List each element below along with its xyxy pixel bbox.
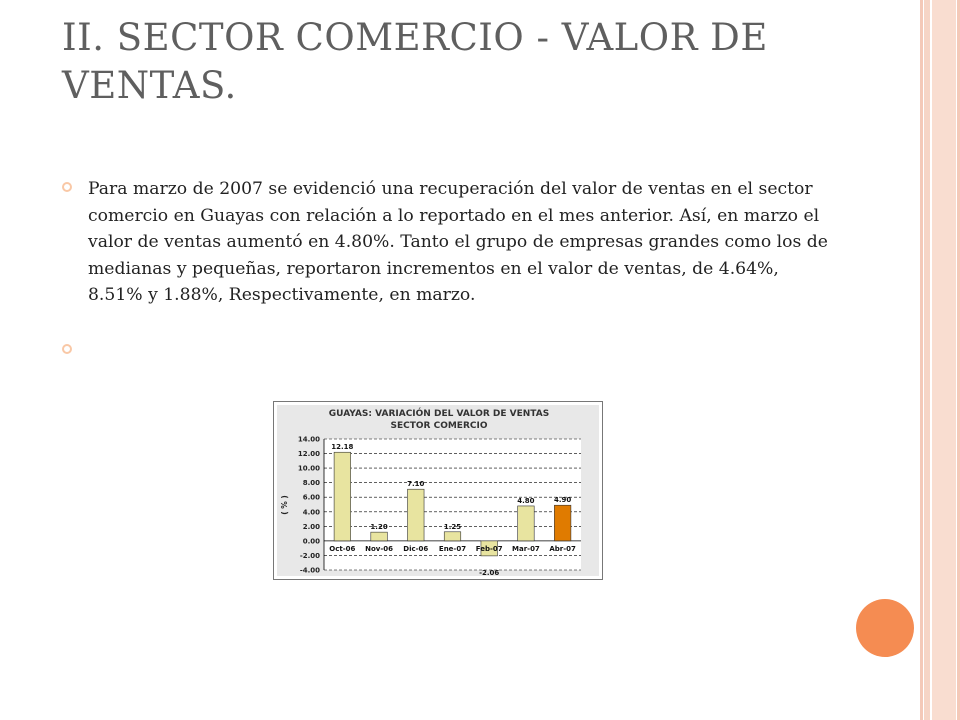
y-tick-label: 6.00: [302, 493, 320, 502]
right-border-stripe: [924, 0, 930, 720]
data-label: 4.90: [554, 496, 572, 505]
chart-title: GUAYAS: VARIACIÓN DEL VALOR DE VENTAS: [328, 409, 550, 419]
x-tick-label: Dic-06: [403, 544, 429, 553]
bar: [371, 532, 388, 541]
body-paragraph: Para marzo de 2007 se evidenció una recuperación del valor de ventas en el sector comercio en Guayas con relación a lo reportado en el mes anterior. Así, en marzo el valor de ventas aumentó en 4.80%. Tanto el grupo de empresas grandes como los de medianas y pequeñas, reportaron incrementos en el valor de ventas, de 4.64%, 8.51% y 1.88%, Respectivamente, en marzo.: [88, 179, 828, 305]
y-tick-label: 0.00: [302, 537, 320, 546]
bar: [518, 506, 535, 541]
chart-subtitle: SECTOR COMERCIO: [390, 421, 488, 431]
y-tick-label: 2.00: [302, 522, 320, 531]
x-tick-label: Ene-07: [438, 544, 467, 553]
bar: [554, 505, 571, 541]
right-border-stripe: [920, 0, 923, 720]
data-label: 1.25: [443, 522, 462, 531]
y-tick-label: 14.00: [297, 435, 320, 444]
chart-frame: [273, 401, 603, 580]
y-tick-label: 8.00: [302, 479, 320, 488]
data-label: 1.20: [370, 523, 388, 532]
decorative-circle: [856, 599, 914, 657]
data-label: 7.10: [407, 480, 425, 489]
bullet-icon: [62, 182, 72, 192]
bar: [444, 532, 461, 541]
data-label: 12.18: [331, 443, 354, 452]
y-tick-label: 12.00: [297, 450, 320, 459]
y-axis-label: ( % ): [280, 495, 289, 515]
right-border-stripe: [932, 0, 956, 720]
bullet-icon: [62, 344, 72, 354]
data-label: 4.80: [517, 496, 535, 505]
bar-chart: [277, 405, 601, 578]
bar: [334, 452, 351, 541]
y-tick-label: 10.00: [297, 464, 320, 473]
x-tick-label: Oct-06: [329, 544, 356, 553]
y-tick-label: -4.00: [299, 566, 320, 575]
x-tick-label: Feb-07: [475, 544, 503, 553]
y-tick-label: -2.00: [299, 551, 320, 560]
chart-background: [277, 405, 599, 576]
x-tick-label: Nov-06: [365, 544, 394, 553]
slide-title: II. SECTOR COMERCIO - VALOR DE VENTAS.: [62, 16, 768, 107]
bar: [408, 489, 425, 541]
x-tick-label: Mar-07: [512, 544, 540, 553]
data-label: -2.06: [479, 568, 500, 577]
y-tick-label: 4.00: [302, 508, 320, 517]
x-tick-label: Abr-07: [549, 544, 576, 553]
